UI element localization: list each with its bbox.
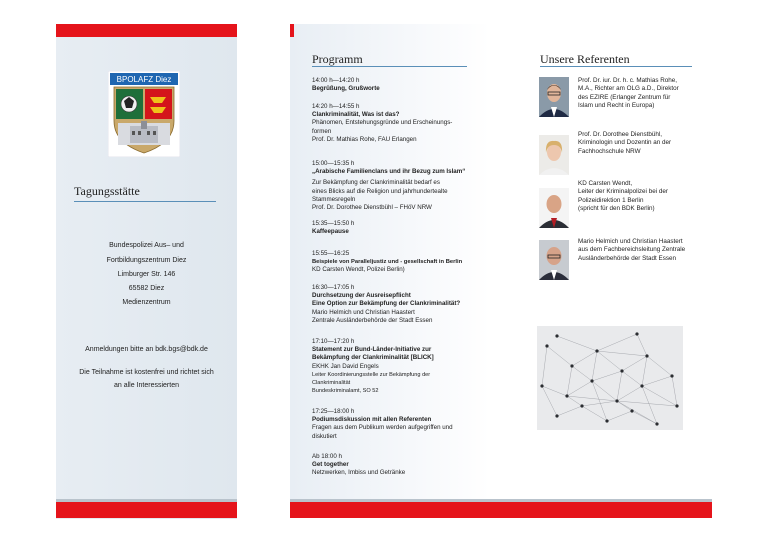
program-item-line: Zentrale Ausländerbehörde der Stadt Essen (312, 316, 433, 324)
speaker-line: aus dem Fachbereichsleitung Zentrale (578, 246, 686, 254)
program-item-5 (312, 250, 482, 275)
top-red-accent (290, 24, 294, 37)
program-item-2 (312, 103, 482, 144)
program-item-title: Kaffeepause (312, 228, 349, 236)
program-item-3 (312, 160, 482, 212)
speakers-heading: Unsere Referenten (540, 52, 630, 66)
bpolafz-emblem (108, 71, 180, 157)
program-item-time: 15:00—15:35 h (312, 160, 355, 167)
emblem-title: BPOLAFZ Diez (116, 75, 172, 84)
speaker-line: Polizeidirektion 1 Berlin (578, 196, 644, 204)
program-item-time: 17:25—18:00 h (312, 408, 355, 415)
venue-heading-rule (74, 201, 216, 202)
network-illustration (537, 326, 683, 430)
speaker-line: M.A., Richter am OLG a.D., Direktor (578, 85, 679, 93)
program-item-line: Bundeskriminalamt, SO 52 (312, 388, 379, 395)
program-item-line: Fragen aus dem Publikum werden aufgegriffen und (312, 424, 453, 432)
speaker-line: Fachhochschule NRW (578, 147, 641, 155)
venue-heading: Tagungsstätte (74, 184, 140, 198)
speaker-photo-dienstbuehl (539, 135, 569, 175)
program-item-title: Clankriminalität, Was ist das? (312, 111, 400, 119)
speaker-line: Kriminologin und Dozentin an der (578, 139, 672, 147)
venue-address-line-2: Fortbildungszentrum Diez (106, 257, 187, 264)
program-item-line: KD Carsten Wendt, Polizei Berlin) (312, 266, 405, 274)
free-participation-line-2: an alle Interessierten (114, 382, 179, 389)
program-item-9 (312, 453, 482, 478)
speakers-heading-rule (540, 66, 692, 67)
program-item-line: Leiter Koordinierungsstelle zur Bekämpfung der (312, 371, 431, 378)
program-item-8 (312, 408, 482, 441)
speaker-photo-wendt (539, 188, 569, 228)
speaker-line: KD Carsten Wendt, (578, 180, 633, 187)
program-item-title-2: Eine Option zur Bekämpfung der Clankriminalität? (312, 300, 461, 308)
program-item-line: formen (312, 127, 332, 135)
speaker-line: Mario Helmich und Christian Haastert (578, 238, 683, 245)
program-item-time: 15:35—15:50 h (312, 220, 355, 227)
program-item-1 (312, 77, 482, 93)
program-item-7 (312, 338, 482, 395)
speaker-line: Leiter der Kriminalpolizei bei der (578, 188, 668, 196)
speaker-line: (spricht für den BDK Berlin) (578, 205, 655, 213)
program-item-6 (312, 284, 482, 325)
program-item-4 (312, 220, 482, 236)
speaker-dienstbuehl-text (578, 131, 708, 156)
program-item-line: Clankriminalität (312, 380, 351, 387)
program-item-title-2: Bekämpfung der Clankriminalität [BLICK] (312, 354, 434, 362)
venue-address-line-1: Bundespolizei Aus– und (109, 242, 184, 249)
program-item-line: diskutiert (312, 432, 337, 440)
program-item-time: 14:20 h—14:55 h (312, 103, 360, 110)
program-item-time: 15:55—16:25 (312, 250, 350, 257)
speaker-rohe-text (578, 77, 708, 111)
program-item-title: Durchsetzung der Ausreisepflicht (312, 292, 411, 300)
program-item-line: Mario Helmich und Christian Haastert (312, 308, 415, 316)
program-item-line: EKHK Jan David Engels (312, 362, 379, 370)
program-item-title: Get together (312, 461, 349, 469)
registration-text: Anmeldungen bitte an bdk.bgs@bdk.de (85, 346, 208, 353)
venue-address-line-5: Medienzentrum (122, 299, 171, 306)
program-item-title: Statement zur Bund-Länder-Initiative zur (312, 346, 432, 354)
program-heading-rule (312, 66, 467, 67)
venue-address-line-4: 65582 Diez (128, 285, 165, 292)
venue-address-line-3: Limburger Str. 146 (117, 271, 176, 278)
program-item-line: Prof. Dr. Dorothee Dienstbühl – FHöV NRW (312, 204, 432, 212)
program-item-title: „Arabische Familienclans und ihr Bezug zum Islam“ (312, 168, 466, 176)
program-item-line: eines Blicks auf die Religion und jahrhundertealte (312, 187, 448, 195)
speaker-line: Prof. Dr. Dorothee Dienstbühl, (578, 131, 662, 138)
speaker-photo-rohe (539, 77, 569, 117)
speaker-line: Islam und Recht in Europa) (578, 102, 655, 110)
program-item-time: 17:10—17:20 h (312, 338, 355, 345)
program-item-line: Prof. Dr. Mathias Rohe, FAU Erlangen (312, 135, 417, 143)
speaker-line: Ausländerbehörde der Stadt Essen (578, 254, 677, 262)
program-item-title: Podiumsdiskussion mit allen Referenten (312, 416, 432, 424)
program-item-title: Begrüßung, Grußworte (312, 85, 380, 93)
speaker-photo-helmich (539, 240, 569, 280)
speaker-wendt-text (578, 180, 708, 214)
program-item-time: Ab 18:00 h (312, 453, 342, 460)
program-item-line: Zur Bekämpfung der Clankriminalität bedarf es (312, 179, 440, 187)
bottom-red-bar-left (56, 502, 237, 518)
speaker-line: Prof. Dr. iur. Dr. h. c. Mathias Rohe, (578, 77, 678, 84)
top-red-bar-left (56, 24, 237, 37)
program-heading: Programm (312, 52, 363, 66)
bottom-red-bar-right (290, 502, 712, 518)
speaker-helmich-text (578, 238, 708, 263)
program-item-line: Netzwerken, Imbiss und Getränke (312, 469, 406, 477)
speaker-line: des EZIRE (Erlanger Zentrum für (578, 93, 671, 101)
program-item-line: Phänomen, Entstehungsgründe und Erscheinungs- (312, 119, 453, 127)
program-item-title: Beispiele von Paralleljustiz und - gesellschaft in Berlin (312, 259, 463, 266)
free-participation-line-1: Die Teilnahme ist kostenfrei und richtet sich (79, 369, 214, 376)
program-item-line: Stammesregeln (312, 195, 356, 203)
program-item-time: 14:00 h—14:20 h (312, 77, 360, 84)
program-item-time: 16:30—17:05 h (312, 284, 355, 291)
